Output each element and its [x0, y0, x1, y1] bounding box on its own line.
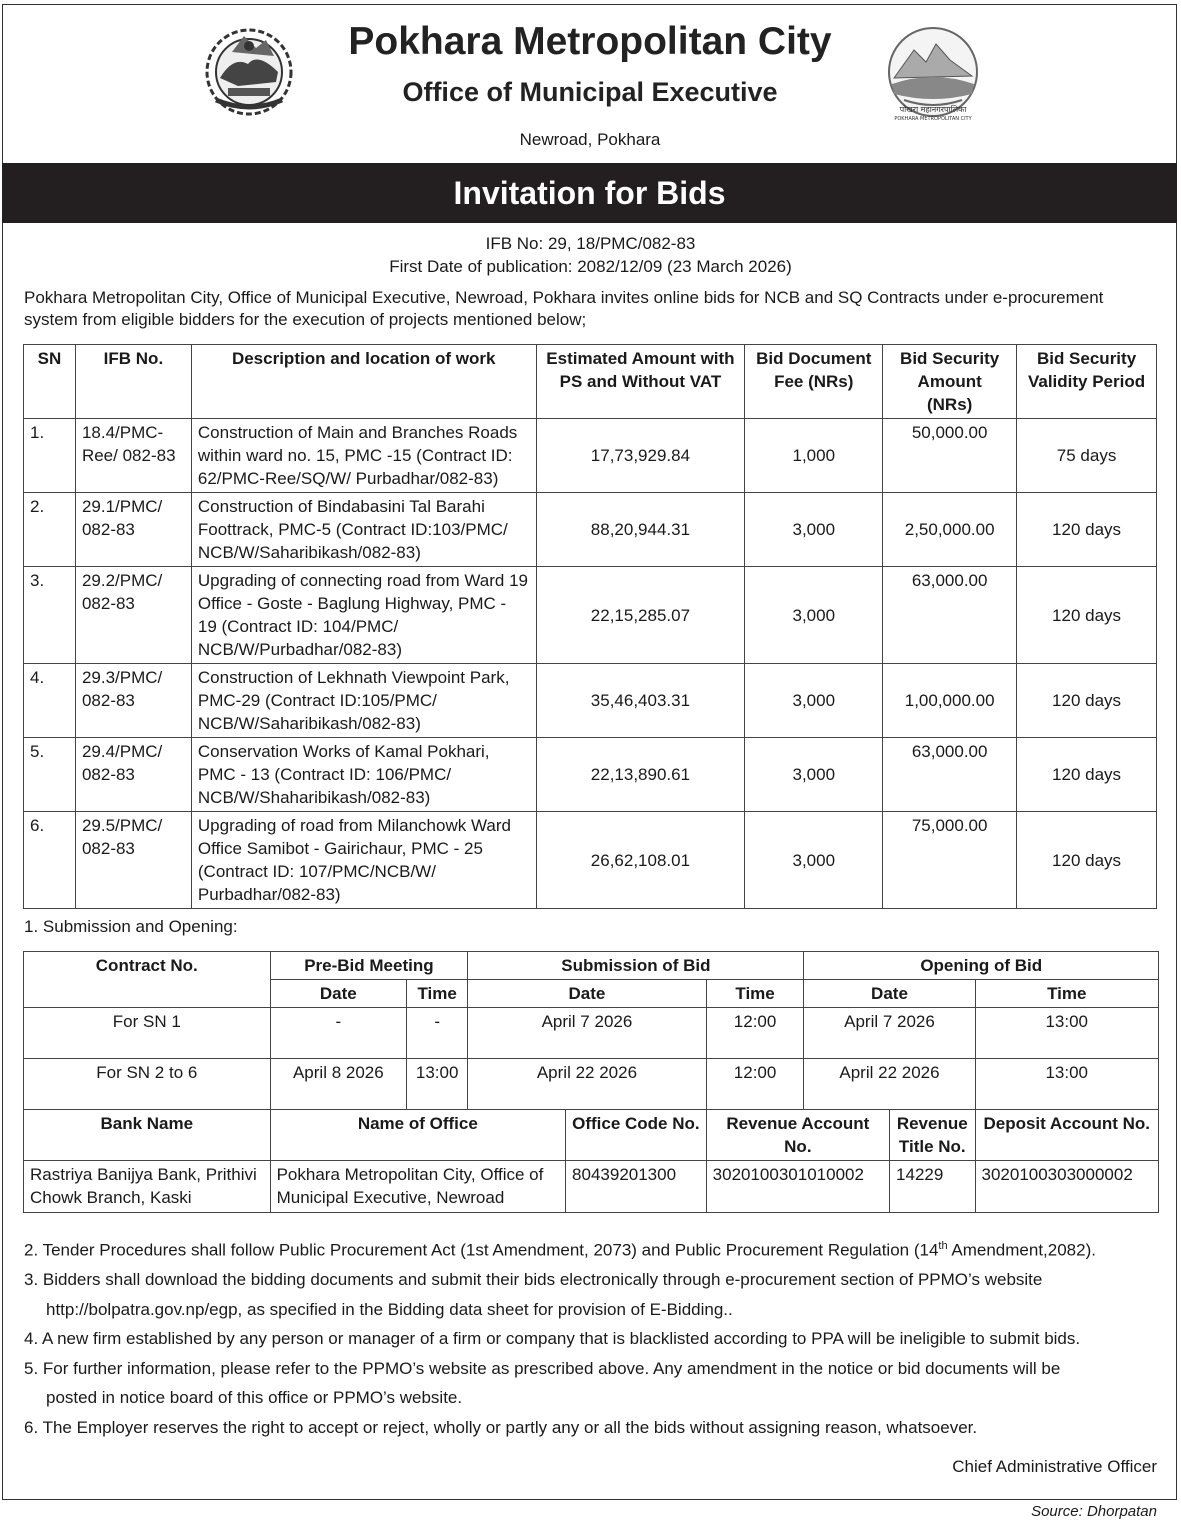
signature-title: Chief Administrative Officer [952, 1457, 1157, 1476]
fee-cell: 3,000 [745, 812, 883, 909]
logo-caption-nepali: पोखरा महानगरपालिका [899, 105, 967, 114]
note-5-cont: posted in notice board of this office or PPMO’s website. [46, 1388, 463, 1408]
header-deposit-account: Deposit Account No. [975, 1110, 1159, 1161]
bank-name-cell: Rastriya Banijya Bank, Prithivi Chowk Branch, Kaski [24, 1161, 271, 1213]
sn-cell: 5. [24, 738, 76, 812]
pokhara-city-logo-icon [884, 26, 982, 122]
ifb-cell: 29.3/PMC/ 082-83 [75, 664, 191, 738]
security-cell: 2,50,000.00 [883, 493, 1017, 567]
opening-time-cell: 13:00 [975, 1059, 1159, 1110]
schedule-row [24, 1008, 1159, 1059]
note-3-link: http://bolpatra.gov.np/egp, as specified in the Bidding data sheet for provision of E-Bidding.. [46, 1299, 733, 1319]
publication-date: First Date of publication: 2082/12/09 (23 March 2026) [389, 257, 792, 276]
header-submission: Submission of Bid [468, 952, 804, 980]
office-code-cell: 80439201300 [566, 1161, 707, 1213]
description-cell: Construction of Main and Branches Roads within ward no. 15, PMC -15 (Contract ID: 62/PMC-Ree/SQ/W/ Purbadhar/082-83) [191, 419, 536, 493]
schedule-row [24, 1059, 1159, 1110]
ifb-block [0, 232, 1181, 278]
ifb-cell: 29.4/PMC/ 082-83 [75, 738, 191, 812]
header-bank-name: Bank Name [24, 1110, 271, 1161]
bid-row [24, 419, 1157, 493]
ifb-cell: 29.5/PMC/ 082-83 [75, 812, 191, 909]
note-6: 6. The Employer reserves the right to accept or reject, wholly or partly any or all the bids without assigning reason, whatsoever. [24, 1417, 978, 1437]
page-title: Pokhara Metropolitan City [348, 20, 832, 63]
revenue-account-cell: 3020100301010002 [706, 1161, 889, 1213]
note-5: 5. For further information, please refer to the PPMO’s website as prescribed above. Any amendment in the notice or bid documents will be [24, 1358, 1061, 1378]
header-prebid: Pre-Bid Meeting [270, 952, 468, 980]
contract-cell: For SN 2 to 6 [24, 1059, 271, 1110]
header-submission-date: Date [468, 980, 706, 1008]
note-2 [24, 1232, 1160, 1265]
ifb-cell: 29.2/PMC/ 082-83 [75, 567, 191, 664]
bank-row [24, 1161, 1159, 1213]
office-address: Newroad, Pokhara [519, 130, 661, 149]
security-cell: 63,000.00 [883, 738, 1017, 812]
amount-cell: 22,13,890.61 [536, 738, 745, 812]
opening-time-cell: 13:00 [975, 1008, 1159, 1059]
fee-cell: 3,000 [745, 567, 883, 664]
submission-date-cell: April 7 2026 [468, 1008, 706, 1059]
fee-cell: 3,000 [745, 738, 883, 812]
note-2-sup: th [938, 1240, 948, 1252]
submission-time-cell: 12:00 [706, 1008, 804, 1059]
bid-row [24, 567, 1157, 664]
header-revenue-account: Revenue Account No. [706, 1110, 889, 1161]
revenue-title-cell: 14229 [890, 1161, 975, 1213]
header-prebid-date: Date [270, 980, 407, 1008]
bid-row [24, 812, 1157, 909]
source-credit: Source: Dhorpatan [1031, 1503, 1157, 1520]
col-security-amount: Bid Security Amount (NRs) [883, 345, 1017, 419]
prebid-time-cell: - [407, 1008, 468, 1059]
validity-cell: 120 days [1017, 738, 1157, 812]
col-security-validity: Bid Security Validity Period [1017, 345, 1157, 419]
validity-cell: 75 days [1017, 419, 1157, 493]
header-prebid-time: Time [407, 980, 468, 1008]
sn-cell: 1. [24, 419, 76, 493]
security-cell: 1,00,000.00 [883, 664, 1017, 738]
description-cell: Upgrading of road from Milanchowk Ward Office Samibot - Gairichaur, PMC - 25 (Contract ID: 107/PMC/NCB/W/ Purbadhar/082-83) [191, 812, 536, 909]
description-cell: Construction of Bindabasini Tal Barahi Foottrack, PMC-5 (Contract ID:103/PMC/ NCB/W/Saharibikash/082-83) [191, 493, 536, 567]
header-contract-no: Contract No. [24, 952, 271, 1008]
amount-cell: 35,46,403.31 [536, 664, 745, 738]
col-doc-fee: Bid Document Fee (NRs) [745, 345, 883, 419]
submission-time-cell: 12:00 [706, 1059, 804, 1110]
col-estimated-amount: Estimated Amount with PS and Without VAT [536, 345, 745, 419]
note-2-end: Amendment,2082). [947, 1240, 1096, 1260]
fee-cell: 3,000 [745, 664, 883, 738]
schedule-table [23, 951, 1159, 1213]
security-cell: 75,000.00 [883, 812, 1017, 909]
note-3: 3. Bidders shall download the bidding documents and submit their bids electronically through e-procurement section of PPMO’s website [24, 1270, 1043, 1290]
header-opening: Opening of Bid [804, 952, 1159, 980]
validity-cell: 120 days [1017, 664, 1157, 738]
header-office-code: Office Code No. [566, 1110, 707, 1161]
notes-list [24, 1232, 1160, 1442]
amount-cell: 17,73,929.84 [536, 419, 745, 493]
deposit-account-cell: 3020100303000002 [975, 1161, 1159, 1213]
submission-date-cell: April 22 2026 [468, 1059, 706, 1110]
bid-row [24, 664, 1157, 738]
security-cell: 50,000.00 [883, 419, 1017, 493]
opening-date-cell: April 7 2026 [804, 1008, 975, 1059]
validity-cell: 120 days [1017, 493, 1157, 567]
sn-cell: 4. [24, 664, 76, 738]
header-opening-date: Date [804, 980, 975, 1008]
security-cell: 63,000.00 [883, 567, 1017, 664]
description-cell: Conservation Works of Kamal Pokhari, PMC - 13 (Contract ID: 106/PMC/ NCB/W/Shaharibikash/082-83) [191, 738, 536, 812]
ifb-cell: 18.4/PMC-Ree/ 082-83 [75, 419, 191, 493]
header-opening-time: Time [975, 980, 1159, 1008]
fee-cell: 1,000 [745, 419, 883, 493]
sn-cell: 6. [24, 812, 76, 909]
sn-cell: 2. [24, 493, 76, 567]
page-subtitle: Office of Municipal Executive [402, 77, 778, 107]
prebid-date-cell: April 8 2026 [270, 1059, 407, 1110]
logo-caption-english: POKHARA METROPOLITAN CITY [894, 116, 972, 122]
note-4: 4. A new firm established by any person or manager of a firm or company that is blacklisted according to PPA will be ineligible to submit bids. [24, 1329, 1081, 1349]
amount-cell: 22,15,285.07 [536, 567, 745, 664]
bid-row [24, 738, 1157, 812]
description-cell: Upgrading of connecting road from Ward 19 Office - Goste - Baglung Highway, PMC - 19 (Contract ID: 104/PMC/ NCB/W/Purbadhar/082-83) [191, 567, 536, 664]
prebid-time-cell: 13:00 [407, 1059, 468, 1110]
ifb-cell: 29.1/PMC/ 082-83 [75, 493, 191, 567]
bids-table [23, 344, 1157, 909]
col-sn: SN [24, 345, 76, 419]
bid-row [24, 493, 1157, 567]
prebid-date-cell: - [270, 1008, 407, 1059]
ifb-number: IFB No: 29, 18/PMC/082-83 [485, 234, 696, 253]
description-cell: Construction of Lekhnath Viewpoint Park, PMC-29 (Contract ID:105/PMC/ NCB/W/Saharibikash/082-83) [191, 664, 536, 738]
bids-table-header [24, 345, 1157, 419]
invitation-banner: Invitation for Bids [2, 163, 1177, 223]
contract-cell: For SN 1 [24, 1008, 271, 1059]
header-revenue-title: Revenue Title No. [890, 1110, 975, 1161]
office-name-cell: Pokhara Metropolitan City, Office of Municipal Executive, Newroad [270, 1161, 565, 1213]
opening-date-cell: April 22 2026 [804, 1059, 975, 1110]
sn-cell: 3. [24, 567, 76, 664]
nepal-emblem-icon [198, 22, 300, 118]
submission-heading: 1. Submission and Opening: [24, 917, 238, 936]
note-2-text: 2. Tender Procedures shall follow Public Procurement Act (1st Amendment, 2073) and Public Procurement Regulation (14 [24, 1240, 939, 1260]
amount-cell: 88,20,944.31 [536, 493, 745, 567]
bank-header-row [24, 1110, 1159, 1161]
intro-paragraph: Pokhara Metropolitan City, Office of Municipal Executive, Newroad, Pokhara invites online bids for NCB and SQ Contracts under e-procurement system from eligible bidders for the execution of projects mentioned below; [24, 288, 1104, 329]
col-description: Description and location of work [191, 345, 536, 419]
amount-cell: 26,62,108.01 [536, 812, 745, 909]
validity-cell: 120 days [1017, 812, 1157, 909]
header-office-name: Name of Office [270, 1110, 565, 1161]
col-ifb: IFB No. [75, 345, 191, 419]
validity-cell: 120 days [1017, 567, 1157, 664]
header-submission-time: Time [706, 980, 804, 1008]
fee-cell: 3,000 [745, 493, 883, 567]
